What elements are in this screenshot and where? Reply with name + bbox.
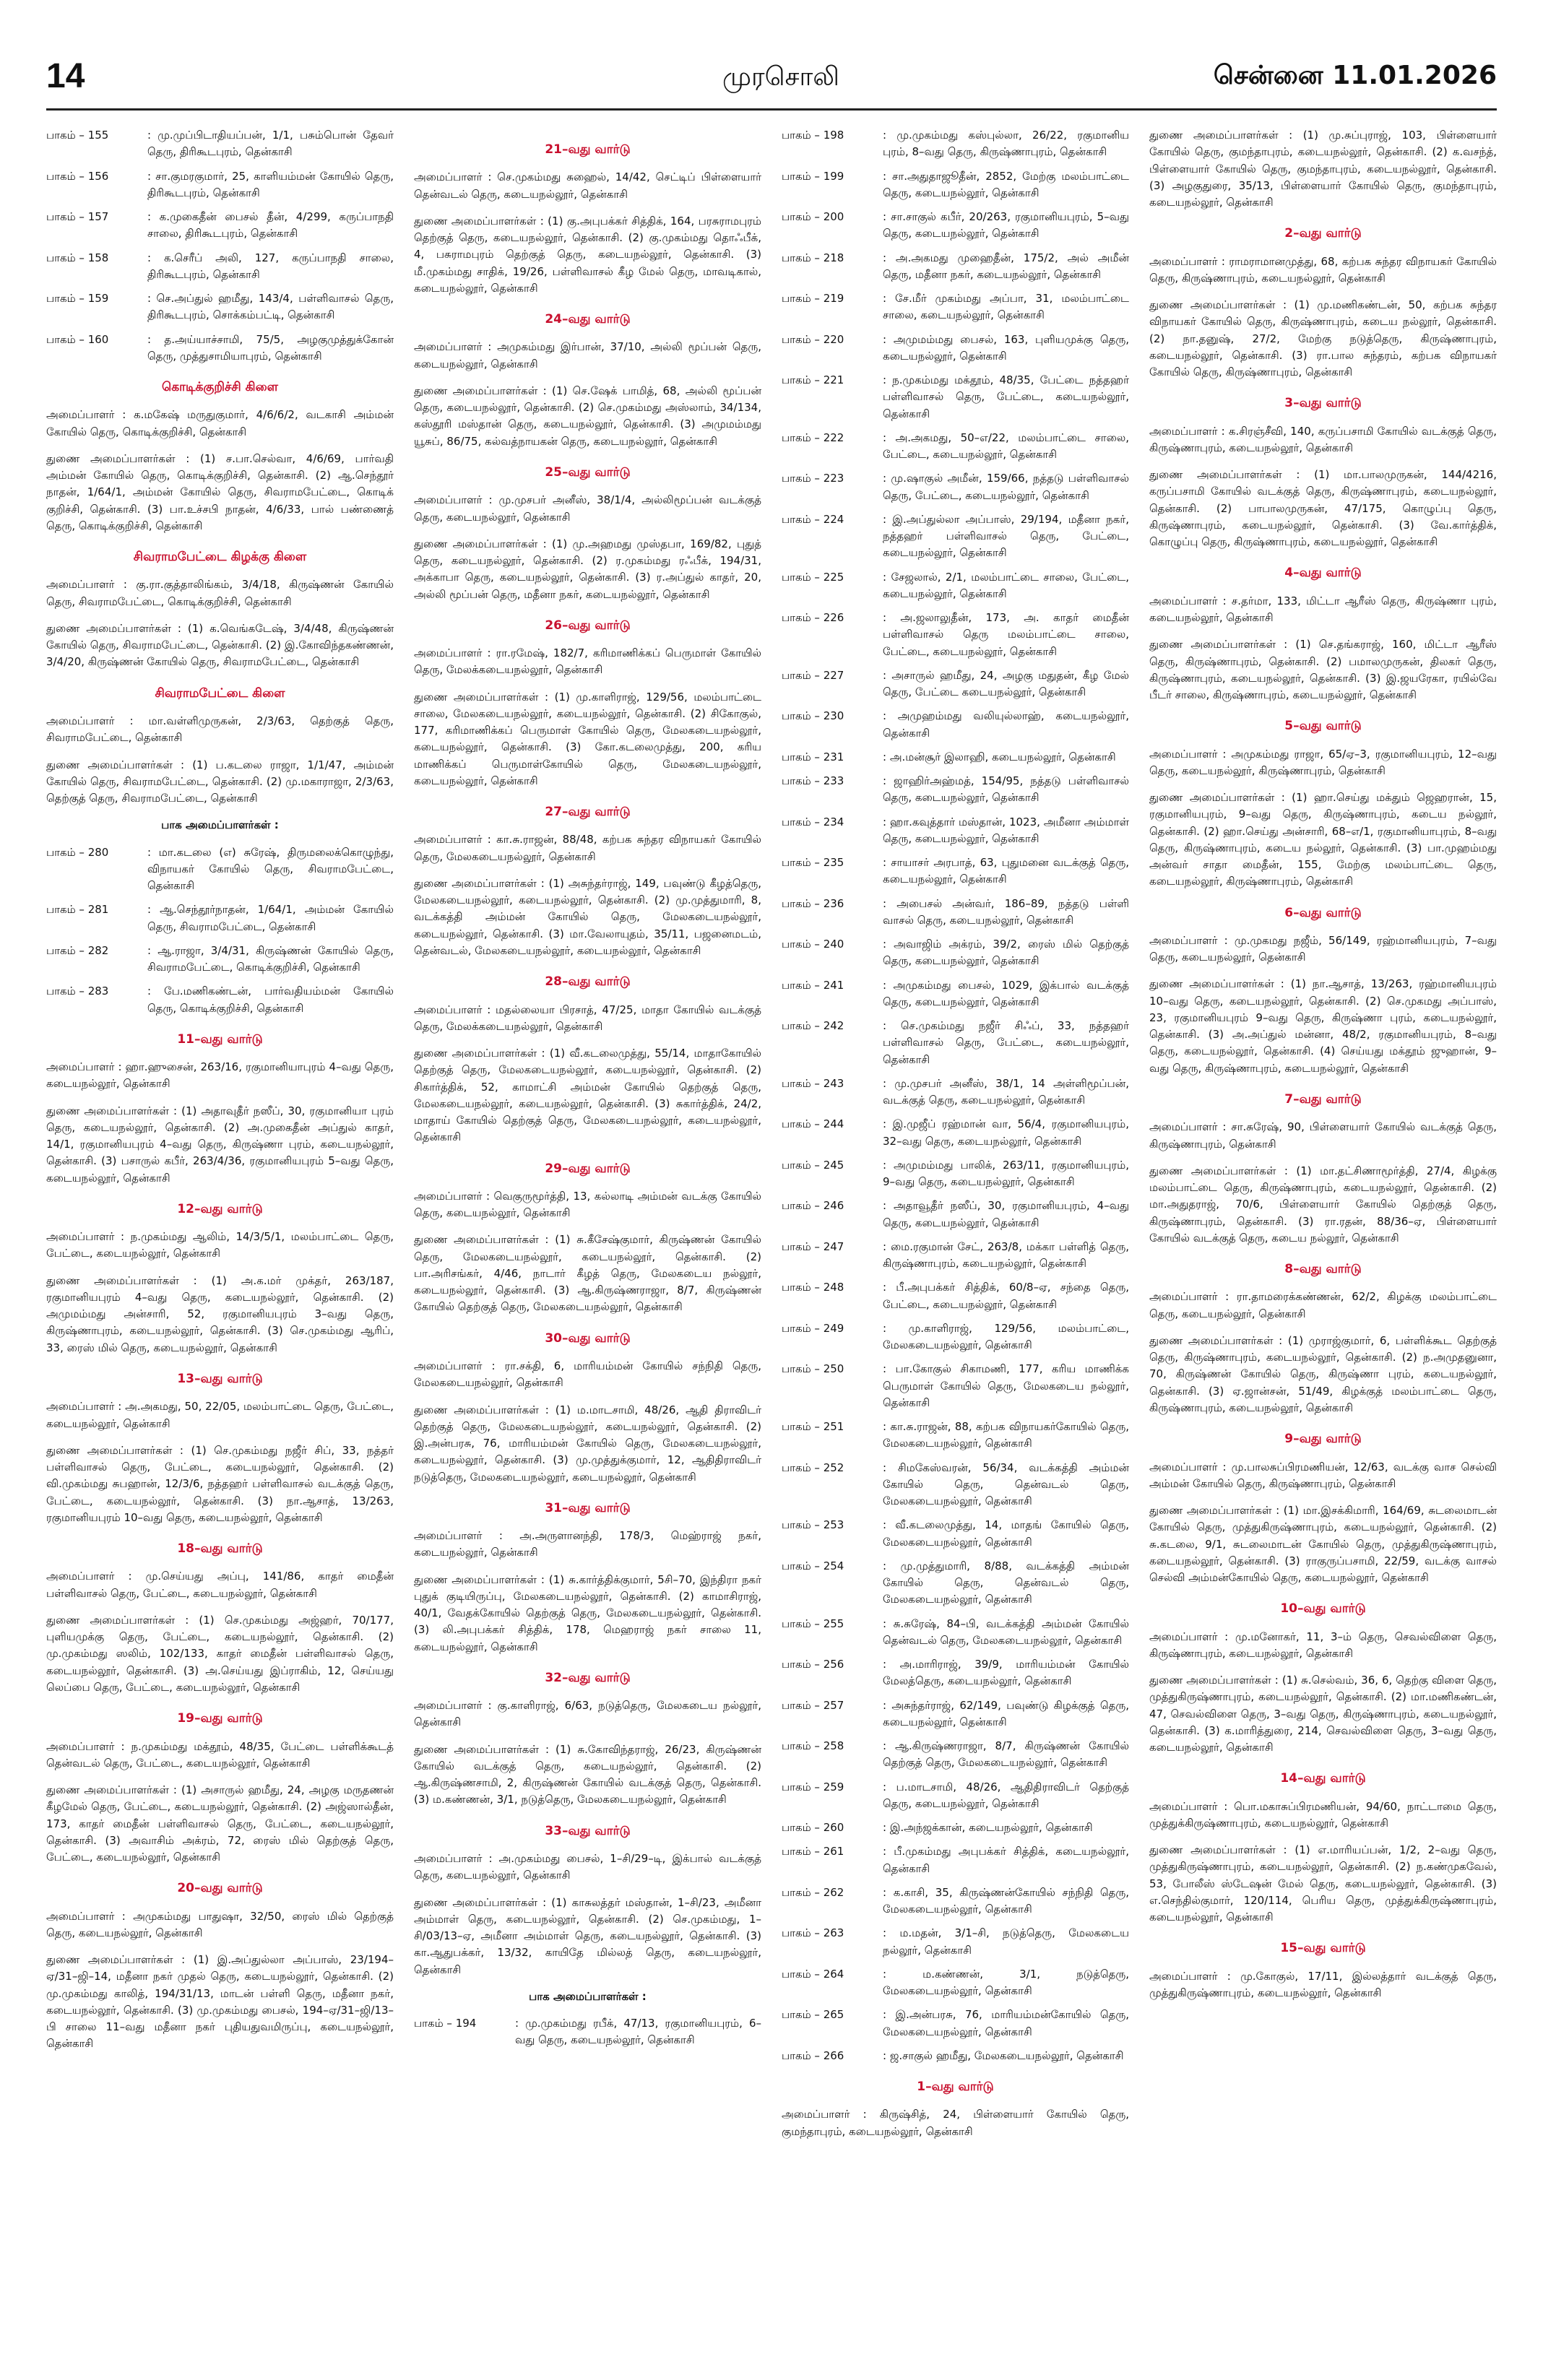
bagam-row	[782, 168, 1129, 202]
bagam-row	[782, 1697, 1129, 1731]
deputy-organizers: துணை அமைப்பாளர்கள் : (1) மு.காளிராஜ், 129/56, மலம்பாட்டை சாலை, மேலகடையநல்லூர், கடையநல்லூர், தென்காசி. (2) சிகோகுல், 177, கரிமாணிக்கப் பெருமாள் கோயில் தெரு, மேலகடையநல்லூர், கடையநல்லூர், தென்காசி. (3) கோ.கடலைமுத்து, 200, கரிய மாணிக்கப் பெருமாள்கோயில் தெரு, மேலகடையநல்லூர், கடையநல்லூர், தென்காசி	[414, 690, 761, 787]
organizer: அமைப்பாளர் : ராமராமானமுத்து, 68, கற்பக சுந்தர விநாயகர் கோயில் தெரு, கிருஷ்ணாபுரம், கடையநல்லூர், தென்காசி	[1149, 254, 1497, 285]
organizer: அமைப்பாளர் : மு.கோகுல், 17/11, இல்லத்தார் வடக்குத் தெரு, முத்துகிருஷ்ணாபுரம், கடையநல்லூர், தென்காசி	[1149, 1969, 1497, 2000]
bagam-number: பாகம் – 218	[782, 251, 844, 264]
ward-heading: 13–வது வார்டு	[177, 1371, 263, 1386]
bagam-organizer: : சா.அதுதாஜூதீன், 2852, மேற்கு மலம்பாட்டை தெரு, கடையநல்லூர், தென்காசி	[883, 169, 1129, 199]
bagam-row	[782, 936, 1129, 970]
bagam-organizer: : ஆ.கிருஷ்ணராஜா, 8/7, கிருஷ்ணன் கோயில் தெற்குத் தெரு, மேலகடையநல்லூர், தென்காசி	[883, 1739, 1129, 1770]
ward-heading: 5–வது வார்டு	[1284, 719, 1362, 734]
deputy-organizers: துணை அமைப்பாளர்கள் : (1) மு.அஹமது முஸ்தபா, 169/82, புதுத் தெரு, கடையநல்லூர், தென்காசி. (2) ர.முகம்மது ரஃபீக், 194/31, அக்காபா தெரு, கடையநல்லூர், தென்காசி. (3) ர.அப்துல் காதர், 20, அல்லி மூப்பன் தெரு, மதீனா நகர், கடையநல்லூர், தென்காசி	[414, 537, 761, 601]
sub-heading: பாக அமைப்பாளர்கள் :	[161, 818, 279, 832]
ward-heading: 18–வது வார்டு	[177, 1541, 263, 1557]
bagam-number: பாகம் – 264	[782, 1967, 844, 1981]
bagam-number: பாகம் – 252	[782, 1461, 844, 1474]
bagam-organizer: : மு.ஷாகுல் அமீன், 159/66, நத்தடு பள்ளிவாசல் தெரு, பேட்டை, கடையநல்லூர், தென்காசி	[883, 472, 1129, 502]
bagam-number: பாகம் – 234	[782, 815, 844, 828]
bagam-row	[782, 2048, 1129, 2064]
bagam-row	[782, 209, 1129, 243]
bagam-row	[782, 977, 1129, 1011]
bagam-number: பாகம் – 240	[782, 938, 844, 951]
bagam-organizer: : சா.குமரகுமார், 25, காளியம்மன் கோயில் தெரு, திரிகூடபுரம், தென்காசி	[147, 169, 394, 199]
bagam-organizer: : ஆ.செந்தூர்நாதன், 1/64/1, அம்மன் கோயில் தெரு, சிவராமபேட்டை, தென்காசி	[147, 903, 394, 933]
bagam-organizer: : சாயாசர் அரபாத், 63, புதுமனை வடக்குத் தெரு, கடையநல்லூர், தென்காசி	[883, 856, 1129, 886]
bagam-row	[782, 749, 1129, 766]
bagam-organizer: : அமுமம்மது பாலிக், 263/11, ரகுமானியபுரம், 9–வது தெரு, கடையநல்லூர், தென்காசி	[883, 1158, 1129, 1188]
bagam-row	[782, 1239, 1129, 1273]
bagam-organizer: : ம.கண்ணன், 3/1, நடுத்தெரு, மேலகடையநல்லூர், தென்காசி	[883, 1967, 1129, 1997]
ward-heading: 33–வது வார்டு	[545, 1823, 631, 1838]
column-2	[414, 127, 761, 2337]
bagam-number: பாகம் – 283	[46, 985, 109, 998]
bagam-number: பாகம் – 282	[46, 943, 109, 957]
ward-heading: 28–வது வார்டு	[545, 974, 631, 990]
organizer: அமைப்பாளர் : மதல்லையா பிரசாத், 47/25, மாதா கோயில் வடக்குத் தெரு, மேலக்கடையநல்லூர், தென்காசி	[414, 1003, 761, 1033]
bagam-row	[46, 983, 394, 1017]
organizer: அமைப்பாளர் : மா.வள்ளிமுருகன், 2/3/63, தெற்குத் தெரு, சிவராமபேட்டை, தென்காசி	[46, 714, 394, 745]
ward-heading: 27–வது வார்டு	[545, 805, 631, 820]
bagam-row	[782, 430, 1129, 464]
bagam-organizer: : ப.மாடசாமி, 48/26, ஆதிதிராவிடர் தெற்குத் தெரு, கடையநல்லூர், தென்காசி	[883, 1780, 1129, 1810]
bagam-number: பாகம் – 231	[782, 750, 844, 763]
deputy-organizers: துணை அமைப்பாளர்கள் : (1) சு.கீசேஷ்குமார், கிருஷ்ணன் கோயில் தெரு, மேலகடையநல்லூர், கடையநல்லூர், தென்காசி. (2) பா.அரிசங்கர், 4/46, நாடார் கீழத் தெரு, மேலகடைய நல்லூர், கடையநல்லூர், தென்காசி. (3) ஆ.கிருஷ்ணராஜா, 8/7, கிருஷ்ணன் கோயில் தெற்குத் தெரு, மேலகடையநல்லூர், தென்காசி	[414, 1233, 761, 1314]
ward-heading: 30–வது வார்டு	[545, 1330, 631, 1346]
deputy-organizers: துணை அமைப்பாளர்கள் : (1) செ.தங்கராஜ், 160, மிட்டா ஆரீஸ் தெரு, கிருஷ்ணாபுரம், தென்காசி. (2) பமாலமுருகன், திலகர் தெரு, கிருஷ்ணாபுரம், கடையநல்லூர், தென்காசி. (3) இ.ஜயரேகா, ரயில்வே பீடர் சாலை, கிருஷ்ணாபுரம், கடையநல்லூர், தென்காசி	[1149, 638, 1497, 702]
page-number: 14	[46, 57, 85, 95]
bagam-number: பாகம் – 261	[782, 1845, 844, 1858]
bagam-row	[782, 814, 1129, 848]
ward-heading: 9–வது வார்டு	[1284, 1432, 1362, 1447]
bagam-row	[782, 569, 1129, 603]
bagam-number: பாகம் – 159	[46, 292, 109, 305]
bagam-organizer: : இ.அன்பரசு, 76, மாரியம்மன்கோயில் தெரு, மேலகடையநல்லூர், தென்காசி	[883, 2008, 1129, 2038]
deputy-organizers: துணை அமைப்பாளர்கள் : (1) இ.அப்துல்லா அப்பாஸ், 23/194–ஏ/31–ஜி–14, மதீனா நகர் முதல் தெரு, கடையநல்லூர், தென்காசி. (2) மு.முகம்மது காலித், 194/31/13, மாடன் பள்ளி தெரு, மதீனா நகர், கடையநல்லூர், தென்காசி. (3) மு.முகம்மது பைசல், 194–ஏ/31–ஜி/13–பி சாலை 11–வது மதீனா நகர் புதியதுவமிருப்பு, கடையநல்லூர், தென்காசி	[46, 1953, 394, 2051]
masthead	[0, 0, 1543, 108]
bagam-row	[46, 127, 394, 161]
bagam-organizer: : சு.சுரேஷ், 84–பி, வடக்கத்தி அம்மன் கோயில் தென்வடல் தெரு, மேலகடையநல்லூர், தென்காசி	[883, 1617, 1129, 1647]
bagam-row	[46, 168, 394, 202]
bagam-organizer: : பா.கோகுல் சிகாமணி, 177, கரிய மாணிக்க பெருமாள் கோயில் தெரு, மேலகடைய நல்லூர், தென்காசி	[883, 1362, 1129, 1409]
organizer: அமைப்பாளர் : ரா.ரமேஷ், 182/7, கரிமாணிக்கப் பெருமாள் கோயில் தெரு, மேலக்கடையநல்லூர், தென்காசி	[414, 646, 761, 677]
bagam-number: பாகம் – 259	[782, 1780, 844, 1793]
organizer: அமைப்பாளர் : க.சிரஞ்சீவி, 140, கருப்பசாமி கோயில் வடக்குத் தெரு, கிருஷ்ணாபுரம், கடையநல்லூர், தென்காசி	[1149, 424, 1497, 454]
ward-heading: 21–வது வார்டு	[545, 142, 631, 157]
ward-heading: 7–வது வார்டு	[1284, 1091, 1362, 1107]
ward-heading: 12–வது வார்டு	[177, 1201, 263, 1216]
bagam-number: பாகம் – 265	[782, 2008, 844, 2022]
organizer: அமைப்பாளர் : அமுகம்மது இர்பான், 37/10, அல்லி மூப்பன் தெரு, கடையநல்லூர், தென்காசி	[414, 340, 761, 371]
organizer: அமைப்பாளர் : மு.செய்யது அப்பு, 141/86, காதர் மைதீன் பள்ளிவாசல் தெரு, பேட்டை, கடையநல்லூர், தென்காசி	[46, 1570, 394, 1600]
bagam-organizer: : அ.அகமது, 50–எ/22, மலம்பாட்டை சாலை, பேட்டை, கடையநல்லூர், தென்காசி	[883, 430, 1129, 461]
bagam-number: பாகம் – 225	[782, 570, 844, 584]
organizer: அமைப்பாளர் : கு.காளிராஜ், 6/63, நடுத்தெரு, மேலகடைய நல்லூர், தென்காசி	[414, 1699, 761, 1729]
bagam-list-1	[46, 127, 394, 365]
organizer: அமைப்பாளர் : வெகுருமூர்த்தி, 13, கல்லாடி அம்மன் வடக்கு கோயில் தெரு, கடையநல்லூர், தென்காசி	[414, 1189, 761, 1220]
bagam-number: பாகம் – 256	[782, 1658, 844, 1671]
bagam-row	[782, 2007, 1129, 2041]
bagam-number: பாகம் – 200	[782, 210, 844, 223]
organizer: அமைப்பாளர் : ஹா.ஹுசைன், 263/16, ரகுமானியாபுரம் 4–வது தெரு, கடையநல்லூர், தென்காசி	[46, 1060, 394, 1091]
organizer: அமைப்பாளர் : பொ.மகாசுப்பிரமணியன், 94/60, நாட்டாமை தெரு, முத்துக்கிருஷ்ணாபுரம், கடையநல்லூர், தென்காசி	[1149, 1799, 1497, 1830]
bagam-number: பாகம் – 263	[782, 1926, 844, 1940]
sub-heading: பாக அமைப்பாளர்கள் :	[529, 1989, 647, 2003]
bagam-number: பாகம் – 194	[414, 2017, 477, 2030]
bagam-row	[782, 250, 1129, 284]
organizer: அமைப்பாளர் : மு.மனோகர், 11, 3–ம் தெரு, செவல்விளை தெரு, கிருஷ்ணாபுரம், கடையநல்லூர், தென்காசி	[1149, 1630, 1497, 1660]
bagam-number: பாகம் – 223	[782, 472, 844, 485]
deputy-organizers: துணை அமைப்பாளர்கள் : (1) அதாவுதீர் நஸீப், 30, ரகுமானியா புரம் தெரு, கடையநல்லூர், தென்காசி. (2) அ.முகைதீன் அப்துல் காதர், 14/1, ரகுமானியபுரம் 4–வது தெரு, கிருஷ்ணா புரம், கடையநல்லூர், தென்காசி. (3) பசாருல் கபீர், 263/4/36, ரகுமானியபுரம் 5–வது தெரு, கடையநல்லூர், தென்காசி	[46, 1104, 394, 1185]
bagam-number: பாகம் – 160	[46, 332, 109, 346]
deputy-organizers: துணை அமைப்பாளர்கள் : (1) நா.ஆசாத், 13/263, ரஹ்மானியபுரம் 10–வது தெரு, கடையநல்லூர், தென்காசி. (2) செ.முகமது அப்பாஸ், 23, ரகுமானியபுரம் 9–வது தெரு, கிருஷ்ணா புரம், கடையநல்லூர், தென்காசி. (3) அ.அப்துல் மன்னா, 48/2, ரகுமானியபுரம், 8–வது தெரு, கடையநல்லூர், தென்காசி. (4) செய்யது மக்தூம் ஜுஹான், 9–வது தெரு, கிருஷ்ணாபுரம், கடையநல்லூர், தென்காசி	[1149, 977, 1497, 1075]
deputy-organizers: துணை அமைப்பாளர்கள் : (1) ப.கடலை ராஜா, 1/1/47, அம்மன் கோயில் தெரு, சிவராமபேட்டை, தென்காசி. (2) மு.மகாராஜா, 2/3/63, தெற்குத் தெரு, சிவராமபேட்டை, தென்காசி	[46, 758, 394, 805]
bagam-organizer: : அவாஜிம் அக்ரம், 39/2, ரைஸ் மில் தெற்குத் தெரு, கடையநல்லூர், தென்காசி	[883, 938, 1129, 968]
dateline: சென்னை 11.01.2026	[1213, 61, 1497, 90]
deputy-organizers: துணை அமைப்பாளர்கள் : (1) செ.முகம்மது நஜீர் சிப், 33, நத்தர் பள்ளிவாசல் தெரு, பேட்டை, கடையநல்லூர், தென்காசி. (2) வி.முகம்மது சுபஹான், 12/3/6, நத்தஹர் பள்ளிவாசல் வடக்குத் தெரு, பேட்டை, கடையநல்லூர், தென்காசி. (3) நா.ஆசாத், 13/263, ரகுமானியபுரம் 10–வது தெரு, கடையநல்லூர், தென்காசி	[46, 1443, 394, 1524]
deputy-organizers: துணை அமைப்பாளர்கள் : (1) ச.பா.செல்வா, 4/6/69, பார்வதி அம்மன் கோயில் தெரு, கொடிக்குறிச்சி, தென்காசி. (2) ஆ.செந்தூர் நாதன், 1/64/1, அம்மன் கோயில் தெரு, சிவராமபேட்டை, கொடிக் குறிச்சி, தென்காசி. (3) பா.உச்சபி நாதன், 4/6/33, பால் பண்ணைத் தெரு, கொடிக்குறிச்சி, தென்காசி	[46, 451, 394, 532]
column-3	[782, 127, 1129, 2337]
bagam-organizer: : அதாவூதீர் நஸீப், 30, ரகுமானியபுரம், 4–வது தெரு, கடையநல்லூர், தென்காசி	[883, 1199, 1129, 1229]
deputy-organizers: துணை அமைப்பாளர்கள் : (1) அசாருல் ஹமீது, 24, அழகு மருதணன் கீழமேல் தெரு, பேட்டை, கடையநல்லூர், தென்காசி. (2) அஜ்ஸால்தீன், 173, காதர் மைதீன் பள்ளிவாசல் தெரு, பேட்டை, கடையநல்லூர், தென்காசி. (3) அவாசிம் அக்ரம், 72, ரைஸ் மில் தெற்குத் தெரு, பேட்டை, கடையநல்லூர், தென்காசி	[46, 1783, 394, 1864]
ward-heading: 4–வது வார்டு	[1284, 566, 1362, 581]
bagam-row	[782, 1884, 1129, 1918]
bagam-number: பாகம் – 244	[782, 1117, 844, 1131]
bagam-number: பாகம் – 221	[782, 373, 844, 386]
ward-heading: 3–வது வார்டு	[1284, 396, 1362, 411]
bagam-row	[46, 250, 394, 284]
ward-heading: 32–வது வார்டு	[545, 1670, 631, 1685]
bagam-row	[782, 1819, 1129, 1836]
ward-heading: 15–வது வார்டு	[1280, 1941, 1366, 1956]
bagam-row	[46, 943, 394, 977]
bagam-organizer: : அபைசல் அன்வர், 186–89, நத்தடு பள்ளி வாசல் தெரு, கடையநல்லூர், தென்காசி	[883, 896, 1129, 927]
bagam-row	[782, 1517, 1129, 1551]
article-columns	[46, 127, 1497, 2337]
bagam-row	[782, 1361, 1129, 1411]
deputy-organizers: துணை அமைப்பாளர்கள் : (1) காசுலத்தர் மஸ்தான், 1–சி/23, அமீனா அம்மாள் தெரு, கடையநல்லூர், தென்காசி. (2) செ.முகம்மது, 1–சி/03/13–ஏ, அமீனா அம்மாள் தெரு, கடையநல்லூர், தென்காசி. (3) கா.ஆதுபக்கர், 13/32, காயிதே மில்லத் தெரு, கடையநல்லூர், தென்காசி	[414, 1895, 761, 1976]
organizer: அமைப்பாளர் : கு.ரா.குத்தாலிங்கம், 3/4/18, கிருஷ்ணன் கோயில் தெரு, சிவராமபேட்டை, கொடிக்குறிச்சி, தென்காசி	[46, 578, 394, 608]
bagam-row	[782, 1616, 1129, 1650]
bagam-row	[782, 1419, 1129, 1453]
organizer: அமைப்பாளர் : அமுகம்மது ராஜா, 65/ஏ–3, ரகுமானியபுரம், 12–வது தெரு, கடையநல்லூர், கிருஷ்ணாபுரம், தென்காசி	[1149, 747, 1497, 777]
bagam-number: பாகம் – 280	[46, 845, 109, 859]
bagam-organizer: : க.காசி, 35, கிருஷ்ணன்கோயில் சந்நிதி தெரு, மேலகடையநல்லூர், தென்காசி	[883, 1885, 1129, 1916]
organizer: அமைப்பாளர் : மு.முகமது நஜீம், 56/149, ரஹ்மானியபுரம், 7–வது தெரு, கடையநல்லூர், தென்காசி	[1149, 933, 1497, 964]
bagam-organizer: : மா.கடலை (எ) சுரேஷ், திருமலைக்கொழுந்து, விநாயகர் கோயில் தெரு, சிவராமபேட்டை, தென்காசி	[147, 845, 394, 893]
bagam-organizer: : அமுகம்மது பைசல், 1029, இக்பால் வடக்குத் தெரு, கடையநல்லூர், தென்காசி	[883, 978, 1129, 1008]
bagam-row	[46, 290, 394, 324]
bagam-organizer: : மு.காளிராஜ், 129/56, மலம்பாட்டை, மேலகடையநல்லூர், தென்காசி	[883, 1321, 1129, 1351]
bagam-row	[782, 854, 1129, 888]
bagam-number: பாகம் – 220	[782, 332, 844, 346]
ward-heading: 1–வது வார்டு	[917, 2080, 994, 2094]
ward-heading: 11–வது வார்டு	[177, 1031, 263, 1047]
deputy-organizers: துணை அமைப்பாளர்கள் : (1) ம.மாடசாமி, 48/26, ஆதி திராவிடர் தெற்குத் தெரு, மேலகடையநல்லூர், கடையநல்லூர், தென்காசி. (2) இ.அன்பரசு, 76, மாரியம்மன் கோயில் தெரு, மேலகடையநல்லூர், கடையநல்லூர், தென்காசி. (3) மு.முத்துக்குமார், 12, ஆதிதிராவிடர் நடுத்தெரு, மேலகடையநல்லூர், கடையநல்லூர், தென்காசி	[414, 1403, 761, 1484]
deputy-organizers: துணை அமைப்பாளர்கள் : (1) சு.கோவிந்தராஜ், 26/23, கிருஷ்ணன் கோயில் வடக்குத் தெரு, கடையநல்லூர், தென்காசி. (2) ஆ.கிருஷ்ணசாமி, 2, கிருஷ்ணன் கோயில் வடக்குத் தெரு, தென்காசி. (3) ம.கண்ணன், 3/1, நடுத்தெரு, மேலகடையநல்லூர், தென்காசி	[414, 1742, 761, 1806]
ward-heading: 14–வது வார்டு	[1280, 1771, 1366, 1786]
deputy-organizers: துணை அமைப்பாளர்கள் : (1) ஹா.செய்து மக்தும் ஜெஹரான், 15, ரகுமானியபுரம், 9–வது தெரு, கிருஷ்ணாபுரம், கடைய நல்லூர், தென்காசி. (2) ஹா.செய்து அன்சாரி, 68–எ/1, ரகுமானியாபுரம், 8–வது தெரு, கிருஷ்ணாபுரம், கடைய நல்லூர், தென்காசி. (3) பா.முஹம்மது அன்வர் சாதா மைதீன், 155, மேற்கு மலம்பாட்டை தெரு, கடையநல்லூர், கிருஷ்ணாபுரம், தென்காசி	[1149, 791, 1497, 888]
bagam-row	[46, 901, 394, 935]
bagam-number: பாகம் – 253	[782, 1518, 844, 1532]
organizer: அமைப்பாளர் : கா.சு.ராஜன், 88/48, கற்பக சுந்தர விநாயகர் கோயில் தெரு, மேலகடையநல்லூர், தென்காசி	[414, 833, 761, 863]
deputy-organizers: துணை அமைப்பாளர்கள் : (1) முராஜ்குமார், 6, பள்ளிக்கூட தெற்குத் தெரு, கிருஷ்ணாபுரம், கடையநல்லூர், தென்காசி. (2) ந.அமுதனுனா, 70, கிருஷ்ணன் கோயில் தெரு, கிருஷ்ணா புரம், கடையநல்லூர், தென்காசி. (3) ஏ.ஜான்சன், 51/49, கிழக்குத் மலம்பாட்டை தெரு, கிருஷ்ணாபுரம், கடையநல்லூர், தென்காசி	[1149, 1333, 1497, 1414]
bagam-number: பாகம் – 199	[782, 169, 844, 183]
deputy-organizers: துணை அமைப்பாளர்கள் : (1) மா.பாலமுருகன், 144/4216, கருப்பசாமி கோயில் வடக்குத் தெரு, கிருஷ்ணாபுரம், கடையநல்லூர், தென்காசி. (2) பாபாலமுருகன், 47/175, கொழுப்பு தெரு, கிருஷ்ணாபுரம், கடையநல்லூர், தென்காசி. (3) வே.கார்த்திக், கொழுப்பு தெரு, கிருஷ்ணாபுரம், கடையநல்லூர், தென்காசி	[1149, 468, 1497, 549]
bagam-number: பாகம் – 281	[46, 903, 109, 917]
bagam-row	[782, 1843, 1129, 1877]
deputy-organizers: துணை அமைப்பாளர்கள் : (1) அசுந்தர்ராஜ், 149, பவுண்டு கீழத்தெரு, மேலகடையநல்லூர், கடையநல்லூர், தென்காசி. (2) மு.முத்துமாரி, 8, வடக்கத்தி அம்மன் கோயில் தெரு, மேலகடையநல்லூர், கடையநல்லூர், தென்காசி. (3) மா.வேலாயுதம், 35/11, பஜனைமடம், தென்வடல், மேலகடையநல்லூர், கடையநல்லூர், தென்காசி	[414, 876, 761, 957]
bagam-organizer: : த.அய்யாச்சாமி, 75/5, அழகுமுத்துக்கோன் தெரு, முத்துசாமியாபுரம், தென்காசி	[147, 332, 394, 363]
organizer: அமைப்பாளர் : சா.சுரேஷ், 90, பிள்ளையார் கோயில் வடக்குத் தெரு, கிருஷ்ணாபுரம், தென்காசி	[1149, 1120, 1497, 1151]
bagam-number: பாகம் – 248	[782, 1281, 844, 1294]
bagam-row	[782, 290, 1129, 324]
bagam-list-2	[46, 844, 394, 1017]
bagam-organizer: : அமுமம்மது பைசல், 163, புளியமுக்கு தெரு, கடையநல்லூர், தென்காசி	[883, 332, 1129, 363]
bagam-organizer: : மு.முப்பிடாதியப்பன், 1/1, பசும்பொன் தேவர் தெரு, திரிகூடபுரம், தென்காசி	[147, 129, 394, 159]
bagam-row	[782, 1966, 1129, 2000]
bagam-number: பாகம் – 257	[782, 1698, 844, 1712]
deputy-organizers: துணை அமைப்பாளர்கள் : (1) செ.முகம்மது அஜ்ஹர், 70/177, புளியமுக்கு தெரு, பேட்டை, கடையநல்லூர், தென்காசி. (2) மு.முகம்மது ஸலிம், 102/133, காதர் மைதீன் பள்ளிவாசல் தெரு, கடையநல்லூர், தென்காசி. (3) அ.செய்யது இப்ராகிம், 12, செய்யது லெப்பை தெரு, பேட்டை, கடையநல்லூர், தென்காசி	[46, 1613, 394, 1694]
bagam-row	[782, 896, 1129, 930]
organizer: அமைப்பாளர் : ரா.தாமரைக்கண்ணன், 62/2, கிழக்கு மலம்பாட்டை தெரு, கடையநல்லூர், தென்காசி	[1149, 1290, 1497, 1320]
bagam-organizer: : ஹா.கவுத்தார் மஸ்தான், 1023, அமீனா அம்மாள் தெரு, கடையநல்லூர், தென்காசி	[883, 815, 1129, 845]
branch-heading: சிவராமபேட்டை கிளை	[155, 685, 285, 701]
bagam-row	[46, 844, 394, 895]
bagam-row	[782, 1320, 1129, 1354]
bagam-row	[782, 1076, 1129, 1109]
bagam-organizer: : சேஜலால், 2/1, மலம்பாட்டை சாலை, பேட்டை, கடையநல்லூர், தென்காசி	[883, 570, 1129, 600]
bagam-number: பாகம் – 243	[782, 1076, 844, 1090]
bagam-organizer: : மு.முசபர் அனீஸ், 38/1, 14 அள்ளிமூப்பன், வடக்குத் தெரு, கடையநல்லூர், தென்காசி	[883, 1076, 1129, 1107]
bagam-row	[46, 209, 394, 243]
bagam-organizer: : அமுஹம்மது வலியுல்லாஹ், கடையநல்லூர், தென்காசி	[883, 709, 1129, 740]
bagam-organizer: : இ.அந்ஜக்கான், கடையநல்லூர், தென்காசி	[883, 1821, 1093, 1834]
bagam-organizer: : செ.அப்துல் ஹமீது, 143/4, பள்ளிவாசல் தெரு, திரிகூடபுரம், சொக்கம்பட்டி, தென்காசி	[147, 292, 394, 322]
deputy-organizers: துணை அமைப்பாளர்கள் : (1) வீ.கடலைமுத்து, 55/14, மாதாகோயில் தெற்குத் தெரு, மேலகடையநல்லூர், கடையநல்லூர், தென்காசி. (2) சிகார்த்திக், 52, காமாட்சி அம்மன் கோயில் தெற்குத் தெரு, மேலகடையநல்லூர், கடையநல்லூர், தென்காசி. (3) சுகார்த்திக், 24/2, மாதாய் கோயில் தெற்குத் தெரு, மேலகடையநல்லூர், கடையநல்லூர், தென்காசி	[414, 1047, 761, 1144]
bagam-row	[782, 1925, 1129, 1959]
bagam-row	[782, 1656, 1129, 1690]
ward-heading: 24–வது வார்டு	[545, 312, 631, 327]
organizer: அமைப்பாளர் : க.மகேஷ் மருதுகுமார், 4/6/6/2, வடகாசி அம்மன் கோயில் தெரு, கொடிக்குறிச்சி, தென்காசி	[46, 408, 394, 438]
bagam-organizer: : மு.முகம்மது ரபீக், 47/13, ரகுமானியபுரம், 6–வது தெரு, கடையநல்லூர், தென்காசி	[515, 2017, 761, 2047]
bagam-list-3	[782, 127, 1129, 2064]
bagam-organizer: : க.செரீப் அலி, 127, கருப்பாநதி சாலை, திரிகூடபுரம், தென்காசி	[147, 251, 394, 281]
organizer: அமைப்பாளர் : செ.முகம்மது சுஹைல், 14/42, செட்டிப் பிள்ளையார் தென்வடல் தெரு, கடையநல்லூர், தென்காசி	[414, 170, 761, 201]
bagam-organizer: : க.முகைதீன் பைசல் தீன், 4/299, கருப்பாநதி சாலை, திரிகூடபுரம், தென்காசி	[147, 210, 394, 241]
paper-name: முரசொலி	[722, 62, 839, 92]
bagam-number: பாகம் – 219	[782, 292, 844, 305]
bagam-organizer: : அ.மாரிராஜ், 39/9, மாரியம்மன் கோயில் மேலத்தெரு, கடையநல்லூர், தென்காசி	[883, 1658, 1129, 1688]
bagam-organizer: : ஜ.சாகுல் ஹமீது, மேலகடையநல்லூர், தென்காசி	[883, 2048, 1124, 2062]
bagam-number: பாகம் – 251	[782, 1420, 844, 1433]
bagam-row	[782, 1460, 1129, 1510]
bagam-organizer: : பீ.அபுபக்கர் சித்திக், 60/8–ஏ, சந்தை தெரு, பேட்டை, கடையநல்லூர், தென்காசி	[883, 1281, 1129, 1311]
bagam-number: பாகம் – 262	[782, 1885, 844, 1899]
bagam-row	[782, 610, 1129, 660]
deputy-organizers: துணை அமைப்பாளர்கள் : (1) செ.ஷேக் பாமித், 68, அல்லி மூப்பன் தெரு, கடையநல்லூர், தென்காசி. (2) செ.முகம்மது அஸ்லாம், 34/134, கஸ்தூரி மஸ்தான் தெரு, கடையநல்லூர், தென்காசி. (3) அமுமம்மது யூசுப், 86/75, கல்வத்நாயகன் தெரு, கடையநல்லூர், தென்காசி	[414, 384, 761, 448]
bagam-organizer: : பீ.முகம்மது அபுபக்கர் சித்திக், கடையநல்லூர், தென்காசி	[883, 1845, 1129, 1875]
bagam-organizer: : அ.மன்சூர் இலாஹி, கடையநல்லூர், தென்காசி	[883, 750, 1116, 763]
organizer: அமைப்பாளர் : ச.தர்மா, 133, மிட்டா ஆரீஸ் தெரு, கிருஷ்ணா புரம், கடையநல்லூர், தென்காசி	[1149, 594, 1497, 625]
bagam-number: பாகம் – 226	[782, 611, 844, 624]
bagam-number: பாகம் – 247	[782, 1239, 844, 1253]
bagam-organizer: : பே.மணிகண்டன், பார்வதியம்மன் கோயில் தெரு, கொடிக்குறிச்சி, தென்காசி	[147, 985, 394, 1015]
bagam-number: பாகம் – 236	[782, 896, 844, 910]
bagam-number: பாகம் – 258	[782, 1739, 844, 1752]
bagam-row	[782, 667, 1129, 701]
organizer: அமைப்பாளர் : மு.முசபர் அனீஸ், 38/1/4, அல்லிமூப்பன் வடக்குத் தெரு, கடையநல்லூர், தென்காசி	[414, 493, 761, 524]
bagam-number: பாகம் – 227	[782, 668, 844, 682]
bagam-row	[782, 1116, 1129, 1150]
column-1	[46, 127, 394, 2337]
ward-heading: 29–வது வார்டு	[545, 1161, 631, 1176]
bagam-number: பாகம் – 249	[782, 1321, 844, 1335]
organizer: அமைப்பாளர் : ந.முகம்மது மக்தூம், 48/35, பேட்டை பள்ளிக்கூடத் தென்வடல் தெரு, பேட்டை, கடையநல்லூர், தென்காசி	[46, 1739, 394, 1770]
bagam-number: பாகம் – 235	[782, 856, 844, 869]
bagam-organizer: : கா.சு.ராஜன், 88, கற்பக விநாயகர்கோயில் தெரு, மேலகடையநல்லூர், தென்காசி	[883, 1420, 1129, 1450]
bagam-organizer: : மை.ரகுமான் சேட், 263/8, மக்கா பள்ளித் தெரு, கிருஷ்ணாபுரம், கடையநல்லூர், தென்காசி	[883, 1239, 1129, 1270]
deputy-organizers: துணை அமைப்பாளர்கள் : (1) மா.இசக்கிமாரி, 164/69, சுடலைமாடன் கோயில் தெரு, முத்துகிருஷ்ணாபுரம், கடையநல்லூர், தென்காசி. (2) சு.கடலை, 9/1, சுடலைமாடன் கோயில் தெரு, முத்துகிருஷ்ணாபுரம், கடையநல்லூர், தென்காசி. (3) ராகுருப்பசாமி, 22/59, வடக்கு வாசல் செல்வி அம்மன்கோயில் தெரு, கடையநல்லூர், தென்காசி	[1149, 1504, 1497, 1584]
bagam-organizer: : ந.முகம்மது மக்தூம், 48/35, பேட்டை நத்தஹர் பள்ளிவாசல் தெரு, பேட்டை, கடையநல்லூர், தென்காசி	[883, 373, 1129, 420]
bagam-number: பாகம் – 158	[46, 251, 109, 264]
deputy-organizers: துணை அமைப்பாளர்கள் : (1) மு.மணிகண்டன், 50, கற்பக சுந்தர விநாயகர் கோயில் தெரு, கிருஷ்ணாபுரம், கடைய நல்லூர், தென்காசி. (2) நா.தனுஷ், 27/2, மேற்கு நடுத்தெரு, கிருஷ்ணாபுரம், கடையநல்லூர், தென்காசி. (3) ரா.பால சுந்தரம், கற்பக விநாயகர் கோயில் தெரு, கிருஷ்ணாபுரம், தென்காசி	[1149, 298, 1497, 379]
ward-heading: 25–வது வார்டு	[545, 464, 631, 480]
bagam-row	[782, 1018, 1129, 1068]
deputy-organizers: துணை அமைப்பாளர்கள் : (1) மா.தட்சிணாமூர்த்தி, 27/4, கிழக்கு மலம்பாட்டை தெரு, கிருஷ்ணாபுரம், கடையநல்லூர், தென்காசி. (2) மா.அதுதராஜ், 70/6, பிள்ளையார் கோயில் தெற்குத் தெரு, கிருஷ்ணாபுரம், தென்காசி. (3) ரா.ரதன், 88/36–ஏ, பிள்ளையார் கோயில் வடக்குத் தெரு, கடைய நல்லூர், தென்காசி	[1149, 1164, 1497, 1245]
bagam-number: பாகம் – 230	[782, 709, 844, 723]
bagam-organizer: : அ.ஜலாலுதீன், 173, அ. காதர் மைதீன் பள்ளிவாசல் தெரு மலம்பாட்டை சாலை, பேட்டை, கடையநல்லூர், தென்காசி	[883, 611, 1129, 658]
bagam-organizer: : வீ.கடலைமுத்து, 14, மாதங் கோயில் தெரு, மேலகடையநல்லூர், தென்காசி	[883, 1518, 1129, 1549]
bagam-organizer: : ஆ.ராஜா, 3/4/31, கிருஷ்ணன் கோயில் தெரு, சிவராமபேட்டை, கொடிக்குறிச்சி, தென்காசி	[147, 943, 394, 974]
ward-heading: 10–வது வார்டு	[1280, 1601, 1366, 1617]
bagam-organizer: : மு.முத்துமாரி, 8/88, வடக்கத்தி அம்மன் கோயில் தெரு, தென்வடல் தெரு, மேலகடையநல்லூர், தென்காசி	[883, 1559, 1129, 1606]
deputy-organizers: துணை அமைப்பாளர்கள் : (1) க.வெங்கடேஷ், 3/4/48, கிருஷ்ணன் கோயில் தெரு, சிவராமபேட்டை, தென்காசி. (2) இ.கோவிந்தகண்ணன், 3/4/20, கிருஷ்ணன் கோயில் தெரு, சிவராமபேட்டை, தென்காசி	[46, 621, 394, 669]
ward-heading: 19–வது வார்டு	[177, 1711, 263, 1726]
bagam-organizer: : சிமகேஸ்வரன், 56/34, வடக்கத்தி அம்மன் கோயில் தெரு, தென்வடல் தெரு, மேலகடையநல்லூர், தென்காசி	[883, 1461, 1129, 1507]
ward-heading: 31–வது வார்டு	[545, 1500, 631, 1515]
deputy-organizers: துணை அமைப்பாளர்கள் : (1) எ.மாரியப்பன், 1/2, 2–வது தெரு, முத்துகிருஷ்ணாபுரம், கடையநல்லூர், தென்காசி. (2) ந.கண்முகவேல், 53, போலீஸ் ஸ்டேஷன் மேல் தெரு, கடையநல்லூர், தென்காசி. (3) எ.செந்தில்குமார், 120/114, பெரிய தெரு, முத்துக்கிருஷ்ணாபுரம், கடையநல்லூர், தென்காசி	[1149, 1843, 1497, 1924]
bagam-number: பாகம் – 198	[782, 129, 844, 142]
bagam-number: பாகம் – 266	[782, 2048, 844, 2062]
bagam-number: பாகம் – 242	[782, 1019, 844, 1032]
bagam-row	[782, 127, 1129, 161]
bagam-number: பாகம் – 224	[782, 512, 844, 526]
bagam-row	[782, 1198, 1129, 1232]
bagam-organizer: : இ.முஜீப் ரஹ்மான் வா, 56/4, ரகுமானியபுரம், 32–வது தெரு, கடையநல்லூர், தென்காசி	[883, 1117, 1129, 1148]
bagam-number: பாகம் – 246	[782, 1199, 844, 1213]
bagam-row	[782, 1779, 1129, 1813]
bagam-organizer: : இ.அப்துல்லா அப்பாஸ், 29/194, மதீனா நகர், நத்தஹர் பள்ளிவாசல் தெரு, பேட்டை, கடையநல்லூர், தென்காசி	[883, 512, 1129, 560]
ward-heading: 6–வது வார்டு	[1284, 905, 1362, 920]
bagam-organizer: : அ.அகமது முஹைதீன், 175/2, அல் அமீன் தெரு, மதீனா நகர், கடையநல்லூர், தென்காசி	[883, 251, 1129, 281]
bagam-row	[46, 332, 394, 365]
branch-heading: சிவராமபேட்டை கிழக்கு கிளை	[133, 550, 307, 565]
ward-heading: 26–வது வார்டு	[545, 618, 631, 633]
bagam-organizer: : அசாருல் ஹமீது, 24, அழகு மதுதன், கீழ மேல் தெரு, பேட்டை கடையநல்லூர், தென்காசி	[883, 668, 1129, 698]
deputy-organizers: துணை அமைப்பாளர்கள் : (1) கு.அபுபக்கர் சித்திக், 164, பரசுராமபுரம் தெற்குத் தெரு, கடையநல்லூர், தென்காசி. (2) கு.முகம்மது தொஃபீக், 4, பசுராமபுரம் தெற்குத் தெரு, கடையநல்லூர், தென்காசி. (3) மீ.முகம்மது சாதிக், 19/26, பள்ளிவாசல் கீழ மேல் தெரு, மாவடிகால், கடையநல்லூர், தென்காசி	[414, 214, 761, 295]
bagam-number: பாகம் – 241	[782, 978, 844, 992]
deputy-organizers: துணை அமைப்பாளர்கள் : (1) மு.சுப்புராஜ், 103, பிள்ளையார் கோயில் தெரு, குமந்தாபுரம், கடையநல்லூர், தென்காசி. (2) க.வசந்த், பிள்ளையார் கோயில் தெரு, குமந்தாபுரம், கடையநல்லூர், தென்காசி. (3) அழகுதுரை, 35/13, பிள்ளையார் கோயில் தெரு, குமந்தாபுரம், கடையநல்லூர், தென்காசி	[1149, 129, 1497, 209]
bagam-number: பாகம் – 155	[46, 129, 109, 142]
organizer: அமைப்பாளர் : அ.முகம்மது பைசல், 1–சி/29–டி, இக்பால் வடக்குத் தெரு, கடையநல்லூர், தென்காசி	[414, 1852, 761, 1882]
organizer: அமைப்பாளர் : அமுகம்மது பாதுஷா, 32/50, ரைஸ் மில் தெற்குத் தெரு, கடையநல்லூர், தென்காசி	[46, 1909, 394, 1939]
bagam-organizer: : செ.முகம்மது நஜீர் சிஃப், 33, நத்தஹர் பள்ளிவாசல் தெரு, பேட்டை, கடையநல்லூர், தென்காசி	[883, 1019, 1129, 1066]
bagam-number: பாகம் – 250	[782, 1362, 844, 1376]
bagam-organizer: : ம.மதன், 3/1–சி, நடுத்தெரு, மேலகடைய நல்லூர், தென்காசி	[883, 1926, 1129, 1957]
bagam-row	[782, 511, 1129, 562]
organizer: அமைப்பாளர் : ரா.சக்தி, 6, மாரியம்மன் கோயில் சந்நிதி தெரு, மேலகடையநல்லூர், தென்காசி	[414, 1359, 761, 1390]
bagam-number: பாகம் – 254	[782, 1559, 844, 1572]
bagam-number: பாகம் – 255	[782, 1617, 844, 1630]
bagam-number: பாகம் – 233	[782, 774, 844, 787]
ward-heading: 20–வது வார்டு	[177, 1881, 263, 1896]
deputy-organizers: துணை அமைப்பாளர்கள் : (1) சு.கார்த்திக்குமார், 5சி–70, இந்திரா நகர் புதுக் குடியிருப்பு, மேலகடையநல்லூர், தென்காசி. (2) காமாசிராஜ், 40/1, வேதக்கோயில் தெற்குத் தெரு, மேலகடையநல்லூர், தென்காசி. (3) லி.அபுபக்கர் சித்திக், 178, மெஹராஜ் நகர் சாலை 11, கடையநல்லூர், தென்காசி	[414, 1572, 761, 1653]
bagam-row	[414, 2015, 761, 2049]
deputy-organizers: துணை அமைப்பாளர்கள் : (1) சு.செல்வம், 36, 6, தெற்கு விளை தெரு, முத்துகிருஷ்ணாபுரம், கடையநல்லூர், தென்காசி. (2) மா.மணிகண்டன், 47, செவல்விளை தெரு, 3–வது தெரு, கிருஷ்ணாபுரம், கடையநல்லூர், தென்காசி. (3) க.மாரித்துரை, 214, செவல்விளை தெரு, 3–வது தெரு, கடையநல்லூர், தென்காசி	[1149, 1674, 1497, 1754]
column-4	[1149, 127, 1497, 2337]
ward-heading: 2–வது வார்டு	[1284, 226, 1362, 241]
deputy-organizers: துணை அமைப்பாளர்கள் : (1) அ.க.மர் முக்தர், 263/187, ரகுமானியபுரம் 4–வது தெரு, கடையநல்லூர், தென்காசி. (2) அமுமம்மது அன்சாரி, 52, ரகுமானியபுரம் 3–வது தெரு, கிருஷ்ணாபுரம், கடையநல்லூர், தென்காசி. (3) செ.முகம்மது ஆரிப், 33, ரைஸ் மில் தெரு, கடையநல்லூர், தென்காசி	[46, 1273, 394, 1354]
organizer: அமைப்பாளர் : மு.பாலசுப்பிரமணியன், 12/63, வடக்கு வாச செல்வி அம்மன் கோயில் தெரு, கிருஷ்ணாபுரம், தென்காசி	[1149, 1460, 1497, 1490]
bagam-row	[782, 1157, 1129, 1191]
organizer: அமைப்பாளர் : அ.அருளானந்தி, 178/3, மெஹ்ராஜ் நகர், கடையநல்லூர், தென்காசி	[414, 1529, 761, 1559]
bagam-organizer: : சா.சாகுல் கபீர், 20/263, ரகுமானியபுரம், 5–வது தெரு, கடையநல்லூர், தென்காசி	[883, 210, 1129, 241]
bagam-row	[782, 1558, 1129, 1609]
bagam-number: பாகம் – 156	[46, 169, 109, 183]
bagam-row	[782, 1279, 1129, 1313]
bagam-number: பாகம் – 157	[46, 210, 109, 223]
bagam-row	[782, 773, 1129, 807]
bagam-number: பாகம் – 260	[782, 1821, 844, 1834]
header-rule	[46, 108, 1497, 111]
bagam-number: பாகம் – 245	[782, 1158, 844, 1172]
ward-heading: 8–வது வார்டு	[1284, 1262, 1362, 1277]
bagam-organizer: : மு.முகம்மது கஸ்புல்லா, 26/22, ரகுமானிய புரம், 8–வது தெரு, கிருஷ்ணாபுரம், தென்காசி	[883, 129, 1129, 159]
bagam-row	[782, 1738, 1129, 1772]
organizer: அமைப்பாளர் : அ.அகமது, 50, 22/05, மலம்பாட்டை தெரு, பேட்டை, கடையநல்லூர், தென்காசி	[46, 1400, 394, 1430]
bagam-organizer: : ஜாஹிர்அஹ்மத், 154/95, நத்தடு பள்ளிவாசல் தெரு, கடையநல்லூர், தென்காசி	[883, 774, 1129, 805]
bagam-number: பாகம் – 222	[782, 430, 844, 444]
organizer: அமைப்பாளர் : ந.முகம்மது ஆலிம், 14/3/5/1, மலம்பாட்டை தெரு, பேட்டை, கடையநல்லூர், தென்காசி	[46, 1230, 394, 1260]
bagam-row	[782, 332, 1129, 365]
bagam-organizer: : சே.மீர் முகம்மது அப்பா, 31, மலம்பாட்டை சாலை, கடையநல்லூர், தென்காசி	[883, 292, 1129, 322]
bagam-organizer: : அசுந்தர்ராஜ், 62/149, பவுண்டு கிழக்குத் தெரு, கடையநல்லூர், தென்காசி	[883, 1698, 1129, 1728]
bagam-row	[782, 372, 1129, 423]
bagam-row	[782, 708, 1129, 742]
branch-heading: கொடிக்குறிச்சி கிளை	[161, 380, 279, 394]
organizer: அமைப்பாளர் : கிருஷ்சித், 24, பிள்ளையார் கோயில் தெரு, குமந்தாபுரம், கடையநல்லூர், தென்காசி	[782, 2108, 1129, 2138]
bagam-row	[782, 470, 1129, 504]
